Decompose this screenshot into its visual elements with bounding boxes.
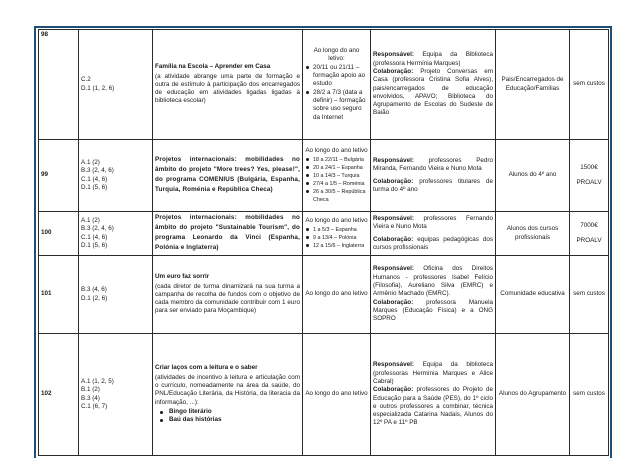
activity-cell [153,256,303,334]
activity-number: 101 [39,256,79,334]
timeline-item: 28/2 a 7/3 (data a definir) – formação sobre uso seguro da Internet [305,89,368,122]
cost-cell: sem custos [570,256,609,334]
timeline-cell [303,334,371,456]
responsible-cell: Responsável: Equipa da Biblioteca (professora Hermínia Marques) Colaboração: Projeto Conversas em Casa (professora Cristina Sofia Alves), pais/encarregados de educação envolvidos, APAVO; Biblioteca do Agrupamento de Escolas do Sudeste de Baião [371,30,496,140]
activity-description: (cada diretor de turma dinamizará na sua turma a campanha de recolha de fundos com o objetivo de cada membro da comunidade contribuir com 1 euro para ser enviado para Moçambique) [155,282,300,315]
activity-number: 102 [39,334,79,456]
table-row [39,334,609,456]
timeline-item: 10 a 14/3 – Turquia [305,172,368,180]
activity-title: Projetos internacionais: mobilidades no âmbito do projeto "More trees? Yes, please!", do programa COMENIUS (Bulgária, Espanha, Turquia, Roménia e República Checa) [155,156,300,193]
timeline-cell [303,140,371,212]
objectives-cell: A.1 (1, 2, 5) B.1 (2) B.3 (4) C.1 (6, 7) [79,334,153,456]
responsible-cell: Responsável: professores Fernando Vieira e Nuno Mota Colaboração: equipas pedagógicas dos cursos profissionais [371,212,496,256]
audience-cell: Alunos do Agrupamento [496,334,570,456]
timeline-list [305,156,368,204]
table-row [39,256,609,334]
timeline-heading: Ao longo do ano letivo [305,390,368,398]
list-item: Bingo literário [155,408,300,416]
audience-cell: Pais/Encarregados de Educação/Famílias [496,30,570,140]
objectives-cell: C.2 D.1 (1, 2, 6) [79,30,153,140]
activity-cell [153,212,303,256]
objectives-cell: A.1 (2) B.3 (2, 4, 6) C.1 (4, 6) D.1 (5, 6) [79,212,153,256]
cost-amount: 1500€ [580,163,598,171]
list-item: Baú das histórias [155,416,300,424]
cost-amount: 7000€ [580,221,598,229]
activity-title: Família na Escola – Aprender em Casa [155,63,271,71]
table-row [39,212,609,256]
cost-source: PROALV [576,179,602,186]
timeline-item: 20 a 24/1 – Espanha [305,164,368,172]
timeline-item: 12 a 15/6 – Inglaterra [305,242,368,250]
activity-cell [153,334,303,456]
activity-number: 98 [39,30,79,140]
timeline-cell [303,212,371,256]
timeline-list [305,226,368,250]
cost-cell: sem custos [570,30,609,140]
cost-cell [570,212,609,256]
timeline-cell [303,30,371,140]
audience-cell: Alunos dos cursos profissionais [496,212,570,256]
table-row [39,140,609,212]
cost-cell [570,140,609,212]
activity-cell [153,30,303,140]
objectives-cell: A.1 (2) B.3 (2, 4, 6) C.1 (4, 6) D.1 (5, 6) [79,140,153,212]
timeline-cell [303,256,371,334]
audience-cell: Alunos do 4º ano [496,140,570,212]
timeline-item: 20/11 ou 21/11 – formação apoio ao estudo [305,64,368,89]
responsible-cell: Responsável: Oficina dos Direitos Humanos - professores Isabel Felício (Filosofia), Aureliano Silva (EMRC) e Armênio Machado (EMRC). Colaboração: professora Manuela Marques (Educação Física) e a ONG SOPRO [371,256,496,334]
timeline-list [305,64,368,122]
activity-title: Um euro faz sorrir [155,273,210,281]
activity-plan-table [38,29,609,456]
timeline-item: 27/4 a 1/5 – Roménia [305,180,368,188]
cost-source: PROALV [576,237,602,244]
timeline-item: 1 a 5/3 – Espanha [305,226,368,234]
timeline-item: 9 a 13/4 – Polónia [305,234,368,242]
activity-title: Projetos internacionais: mobilidades no âmbito do projeto "Sustainable Tourism", do programa Leonardo da Vinci (Espanha, Polónia e Inglaterra) [155,214,300,251]
timeline-heading: Ao longo do ano letivo: [313,47,360,63]
timeline-heading: Ao longo do ano letivo [305,290,368,298]
activity-description: (a atividade abrange uma parte de formação e outra de estímulo à participação dos encarregados de educação em atividades ligadas ligadas à biblioteca escolar) [155,72,300,105]
cost-cell: sem custos [570,334,609,456]
activity-number: 99 [39,140,79,212]
activity-title: Criar laços com a leitura e o saber [155,364,258,372]
activity-cell [153,140,303,212]
responsible-cell: Responsável: Equipa da biblioteca (professoras Hermínia Marques e Alice Cabral) Colaboração: professores do Projeto de Educação para a Saúde (PES), do 1º ciclo e outros professores a combinar, técnica especializada Catarina Nadais, Alunos do 12º PA e 11º PB [371,334,496,456]
timeline-heading: Ao longo do ano letivo [305,147,368,155]
activity-description: (atividades de incentivo à leitura e articulação com o currículo, nomeadamente na área da saúde, do PNL/Educação Literária, da História, da literacia da informação, ...): [155,373,300,406]
timeline-item: 18 a 22/11 – Bulgária [305,156,368,164]
activity-number: 100 [39,212,79,256]
responsible-cell: Responsável: professores Pedro Miranda, Fernando Vieira e Nuno Mota Colaboração: professores titulares de turma do 4º ano [371,140,496,212]
timeline-item: 26 a 30/5 – República Checa [305,188,368,204]
table-row [39,30,609,140]
audience-cell: Comunidade educativa [496,256,570,334]
timeline-heading: Ao longo do ano letivo [305,217,368,225]
activity-bullets [155,408,300,425]
objectives-cell: B.3 (4, 6) D.1 (2, 6) [79,256,153,334]
